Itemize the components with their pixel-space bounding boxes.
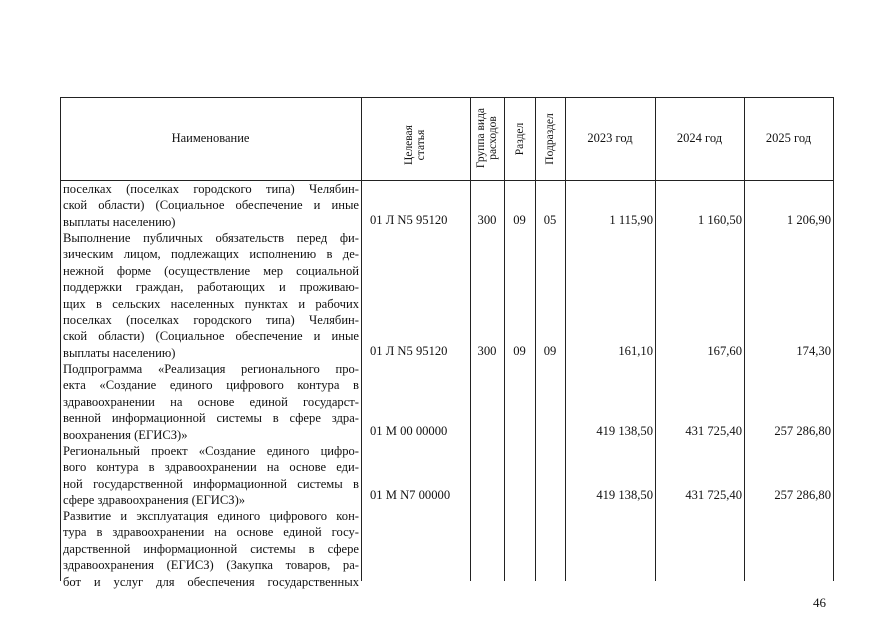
row-1-2024: 1 160,50 [697, 213, 742, 227]
row-2-2024: 167,60 [707, 344, 742, 358]
text-line: поддержки граждан, работающих и проживаю- [63, 280, 359, 295]
row-1-code: 01 Л N5 95120 [370, 213, 448, 227]
row-4-name [63, 443, 359, 509]
col-divider-2 [470, 97, 471, 581]
text-line: поселках (поселках городского типа) Челябин- [63, 182, 359, 196]
row-2-subsection: 09 [543, 344, 557, 358]
row-4-2024: 431 725,40 [685, 488, 742, 502]
text-line: Региональный проект «Создание единого цифро- [63, 444, 359, 458]
text-line: воохранения (ЕГИСЗ)» [63, 427, 188, 442]
row-4-2025: 257 286,80 [774, 488, 831, 502]
row-1-2023: 1 115,90 [609, 213, 653, 227]
text-line: ской области) (Социальное обеспечение и иные [63, 198, 359, 213]
text-line: екта «Создание единого цифрового контура в [63, 378, 359, 393]
row-1-name [63, 181, 359, 230]
row-3-code: 01 М 00 00000 [370, 424, 448, 438]
col-divider-4 [535, 97, 536, 581]
col-divider-1 [361, 97, 362, 581]
header-target-article-line1: Целевая [403, 125, 415, 165]
row-2-name [63, 230, 359, 361]
text-line: выплаты населению) [63, 345, 176, 360]
header-2024: 2024 год [676, 131, 723, 145]
header-name: Наименование [171, 131, 250, 145]
row-1-group: 300 [477, 213, 497, 227]
text-line: тура в здравоохранении на основе единой госу- [63, 525, 359, 540]
row-4-2023: 419 138,50 [596, 488, 653, 502]
text-line: Подпрограмма «Реализация регионального про- [63, 362, 359, 376]
text-line: ской области) (Социальное обеспечение и иные [63, 329, 359, 344]
row-3-name [63, 361, 359, 443]
header-target-article [403, 109, 427, 181]
text-line: здравоохранении на основе единой государст- [63, 394, 359, 409]
header-2023: 2023 год [587, 131, 633, 145]
header-subsection: Подраздел [544, 113, 556, 165]
row-4-code: 01 М N7 00000 [370, 488, 451, 502]
text-line: зическим лицом, подлежащих исполнению в де- [63, 247, 359, 262]
header-target-article-line2: статья [415, 129, 427, 161]
text-line: дарственной информационной системы в сфере [63, 541, 359, 556]
text-line: щих в сельских населенных пунктах и рабочих [63, 296, 359, 311]
text-line: бот и услуг для обеспечения государственных [63, 574, 359, 589]
text-line: поселках (поселках городского типа) Челябин- [63, 312, 359, 327]
row-2-2023: 161,10 [618, 344, 653, 358]
header-expense-group-line2: расходов [487, 116, 499, 160]
text-line: вого контура в здравоохранении на основе еди- [63, 460, 359, 475]
text-line: нежной форме (осуществление мер социальной [63, 263, 359, 278]
budget-table [60, 97, 834, 589]
text-line: Развитие и эксплуатация единого цифрового кон- [63, 509, 359, 523]
header-expense-group [475, 102, 499, 174]
text-line: сфере здравоохранения (ЕГИСЗ)» [63, 493, 246, 508]
table-right-border [833, 97, 834, 581]
header-section: Раздел [514, 122, 526, 156]
row-3-2024: 431 725,40 [685, 424, 742, 438]
row-1-subsection: 05 [543, 213, 557, 227]
row-2-code: 01 Л N5 95120 [370, 344, 448, 358]
text-line: венной информационной системы в сфере здра- [63, 411, 359, 426]
page-number: 46 [813, 595, 826, 610]
col-divider-3 [504, 97, 505, 581]
header-2025: 2025 год [765, 131, 812, 145]
row-1-section: 09 [513, 213, 526, 227]
text-line: выплаты населению) [63, 214, 176, 229]
row-3-2023: 419 138,50 [596, 424, 653, 438]
header-expense-group-line1: Группа вида [475, 107, 487, 169]
text-line: ной государственной информационной системы в [63, 476, 359, 491]
row-2-group: 300 [477, 344, 497, 358]
row-2-2025: 174,30 [796, 344, 831, 358]
row-1-2025: 1 206,90 [786, 213, 831, 227]
row-2-section: 09 [513, 344, 526, 358]
row-5-name [63, 508, 359, 590]
row-3-2025: 257 286,80 [774, 424, 831, 438]
text-line: Выполнение публичных обязательств перед фи- [63, 231, 359, 245]
text-line: здравоохранения (ЕГИСЗ) (Закупка товаров, ра- [63, 558, 359, 573]
